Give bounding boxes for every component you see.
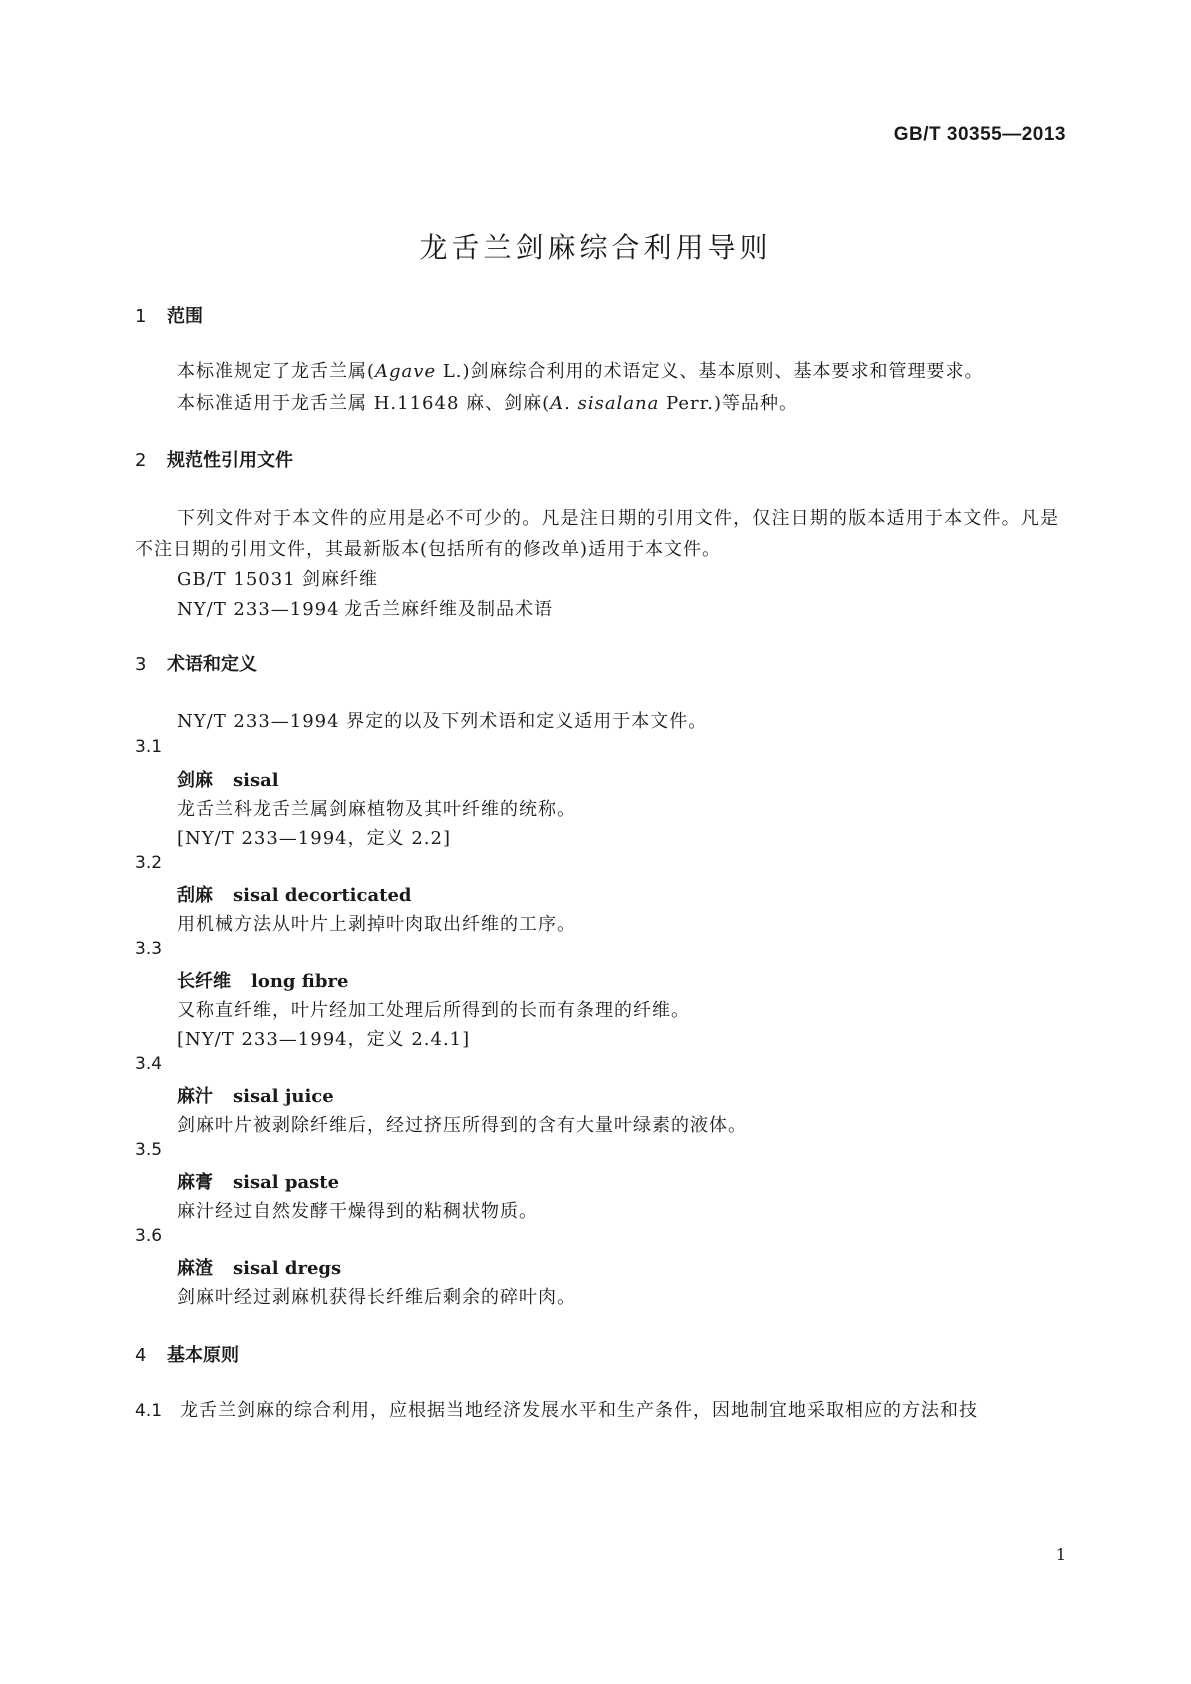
section-title: 基本原则 — [167, 1345, 239, 1366]
term-heading — [177, 967, 348, 993]
term-en: sisal decorticated — [233, 885, 412, 906]
standard-number: GB/T 30355—2013 — [893, 124, 1066, 145]
text-run: Perr.)等品种。 — [659, 393, 799, 414]
document-title: 龙舌兰剑麻综合利用导则 — [419, 231, 772, 264]
term-number: 3.2 — [135, 853, 163, 873]
term-definition: 龙舌兰科龙舌兰属剑麻植物及其叶纤维的统称。 — [177, 799, 576, 820]
section-2-heading — [135, 446, 293, 472]
section-4-heading — [135, 1341, 239, 1367]
term-heading — [177, 766, 279, 792]
term-en: sisal juice — [233, 1086, 334, 1107]
section-number: 4 — [135, 1345, 147, 1366]
section-3-heading — [135, 650, 257, 676]
term-zh: 麻汁 — [177, 1086, 213, 1107]
term-number: 3.6 — [135, 1226, 163, 1246]
term-number: 3.3 — [135, 939, 163, 959]
genus-name: Agave — [375, 361, 437, 382]
term-definition: 剑麻叶片被剥除纤维后，经过挤压所得到的含有大量叶绿素的液体。 — [177, 1115, 747, 1136]
term-definition: 剑麻叶经过剥麻机获得长纤维后剩余的碎叶肉。 — [177, 1287, 576, 1308]
term-en: sisal — [233, 770, 279, 791]
reference-item — [177, 565, 378, 591]
clause-4-1 — [135, 1396, 978, 1422]
section-title: 范围 — [167, 306, 203, 327]
term-definition: 又称直纤维，叶片经加工处理后所得到的长而有条理的纤维。 — [177, 1000, 690, 1021]
text-run: L.)剑麻综合利用的术语定义、基本原则、基本要求和管理要求。 — [436, 361, 984, 382]
clause-text: 龙舌兰剑麻的综合利用，应根据当地经济发展水平和生产条件，因地制宜地采取相应的方法和技 — [180, 1400, 979, 1421]
term-zh: 剑麻 — [177, 770, 213, 791]
term-en: sisal dregs — [233, 1258, 342, 1279]
section-1-heading — [135, 302, 203, 328]
section-number: 1 — [135, 306, 147, 327]
term-heading — [177, 1168, 339, 1194]
reference-item — [177, 595, 553, 621]
term-definition: 用机械方法从叶片上剥掉叶肉取出纤维的工序。 — [177, 914, 576, 935]
section-number: 3 — [135, 654, 147, 675]
term-source: [NY/T 233—1994，定义 2.2] — [177, 828, 451, 849]
reference-name: 龙舌兰麻纤维及制品术语 — [344, 599, 553, 620]
reference-code: NY/T 233—1994 — [177, 599, 340, 620]
term-number: 3.5 — [135, 1140, 163, 1160]
term-number: 3.1 — [135, 737, 163, 757]
text-run: 本标准规定了龙舌兰属( — [177, 361, 376, 382]
term-heading — [177, 881, 412, 907]
term-source: [NY/T 233—1994，定义 2.4.1] — [177, 1029, 471, 1050]
clause-number: 4.1 — [135, 1401, 163, 1421]
term-zh: 刮麻 — [177, 885, 213, 906]
references-intro: 下列文件对于本文件的应用是必不可少的。凡是注日期的引用文件，仅注日期的版本适用于本文件。凡是不注日期的引用文件，其最新版本(包括所有的修改单)适用于本文件。 — [135, 508, 1059, 560]
section-title: 规范性引用文件 — [167, 450, 293, 471]
term-number: 3.4 — [135, 1054, 163, 1074]
species-name: A. sisalana — [550, 393, 660, 414]
term-heading — [177, 1082, 334, 1108]
reference-name: 剑麻纤维 — [302, 569, 378, 590]
term-heading — [177, 1254, 341, 1280]
scope-paragraph-1 — [177, 357, 984, 383]
term-zh: 麻膏 — [177, 1172, 213, 1193]
terms-intro: NY/T 233—1994 界定的以及下列术语和定义适用于本文件。 — [177, 711, 708, 732]
section-number: 2 — [135, 450, 147, 471]
text-run: 本标准适用于龙舌兰属 H.11648 麻、剑麻( — [177, 393, 551, 414]
reference-code: GB/T 15031 — [177, 569, 296, 590]
term-definition: 麻汁经过自然发酵干燥得到的粘稠状物质。 — [177, 1201, 538, 1222]
term-en: sisal paste — [233, 1172, 340, 1193]
term-en: long fibre — [251, 971, 349, 992]
page-number: 1 — [1055, 1545, 1066, 1564]
section-title: 术语和定义 — [167, 654, 257, 675]
scope-paragraph-2 — [177, 389, 798, 415]
term-zh: 麻渣 — [177, 1258, 213, 1279]
term-zh: 长纤维 — [177, 971, 231, 992]
